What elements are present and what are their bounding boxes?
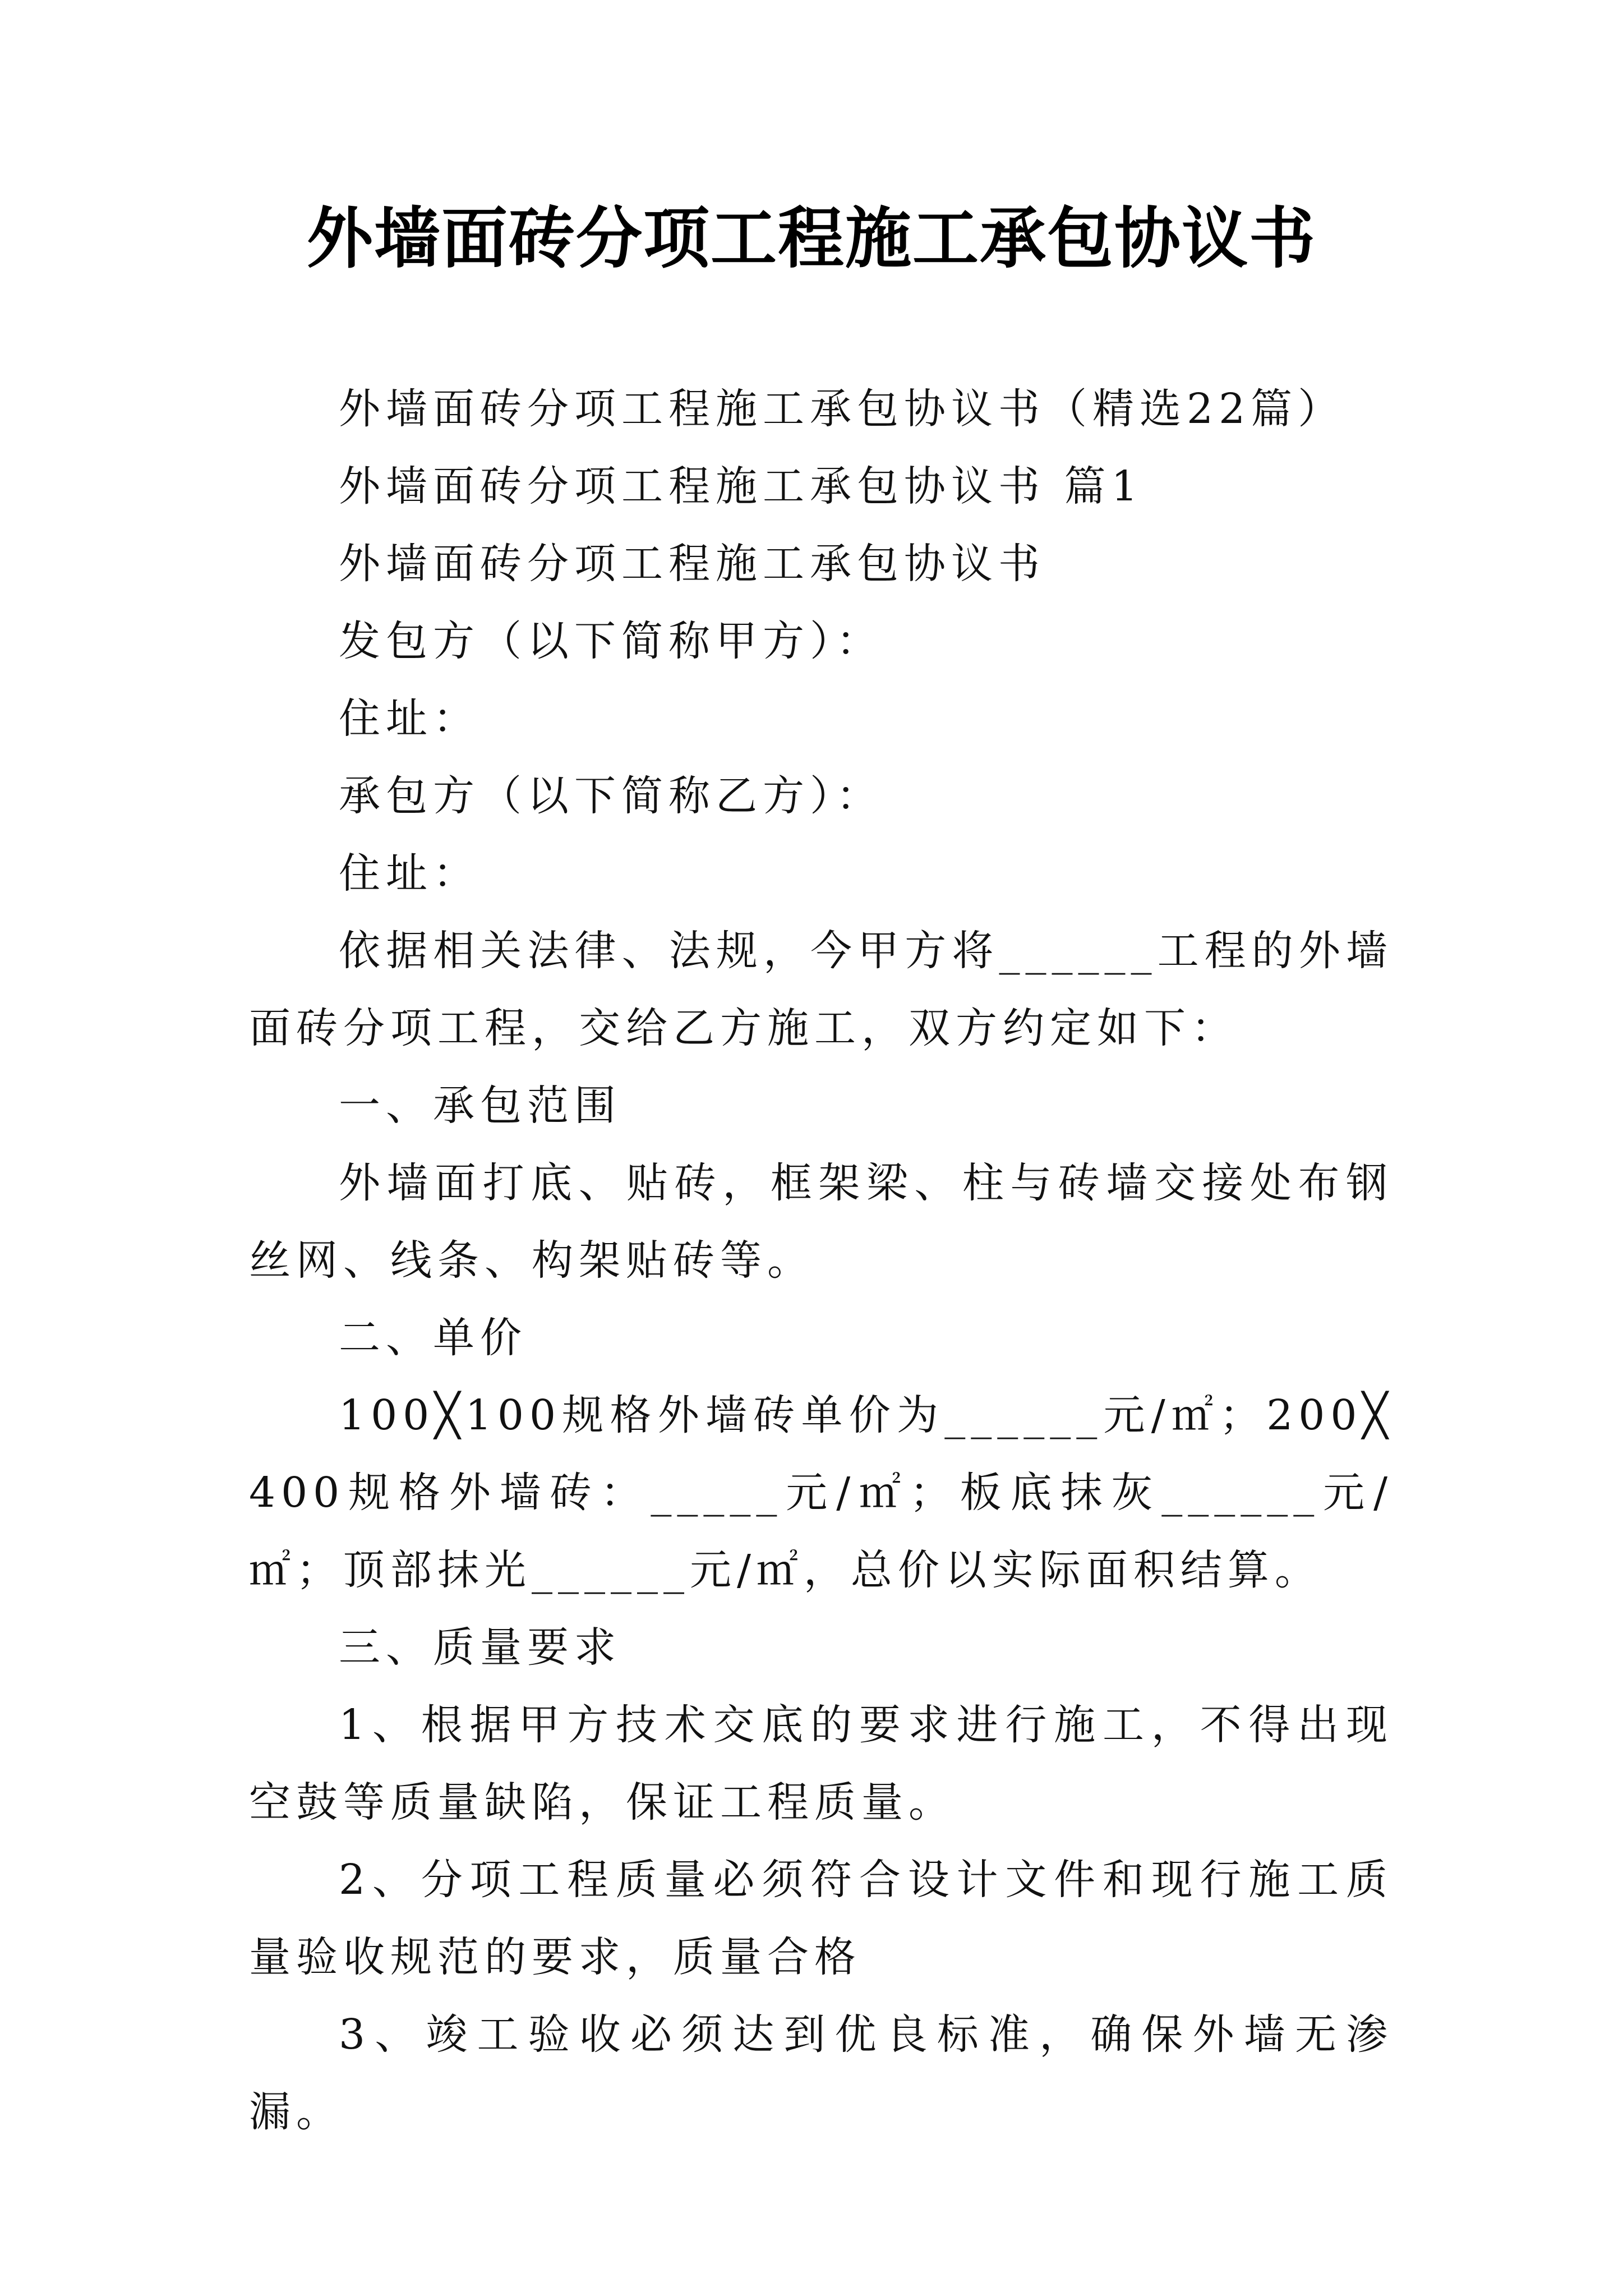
paragraph-party-b: 承包方（以下简称乙方）：	[339, 772, 883, 820]
paragraph-unit-price: 100╳100规格外墙砖单价为______元/㎡；200╳400规格外墙砖：_____元/㎡；板底抹灰______元/㎡；顶部抹光______元/㎡，总价以实际面积结算。	[249, 1391, 1393, 1594]
paragraph-quality-1: 1、根据甲方技术交底的要求进行施工，不得出现空鼓等质量缺陷，保证工程质量。	[249, 1701, 1393, 1826]
paragraph-quality-3: 3、竣工验收必须达到优良标准，确保外墙无渗漏。	[249, 2010, 1393, 2136]
paragraph-party-a-address: 住址：	[339, 694, 480, 743]
paragraph-party-a: 发包方（以下简称甲方）：	[339, 617, 883, 665]
paragraph-quality-2: 2、分项工程质量必须符合设计文件和现行施工质量验收规范的要求，质量合格	[249, 1856, 1393, 1981]
section-heading-scope: 一、承包范围	[339, 1082, 621, 1130]
paragraph-agreement-name: 外墙面砖分项工程施工承包协议书	[339, 540, 1045, 588]
section-heading-quality: 三、质量要求	[339, 1623, 621, 1672]
paragraph-preamble: 依据相关法律、法规，今甲方将______工程的外墙面砖分项工程，交给乙方施工，双方约定如下：	[249, 927, 1393, 1052]
paragraph-article-heading: 外墙面砖分项工程施工承包协议书 篇1	[339, 462, 1144, 510]
paragraph-collection-title: 外墙面砖分项工程施工承包协议书（精选22篇）	[339, 385, 1345, 433]
document-title: 外墙面砖分项工程施工承包协议书	[306, 199, 1316, 277]
section-heading-unit-price: 二、单价	[339, 1314, 527, 1362]
paragraph-scope: 外墙面打底、贴砖，框架梁、柱与砖墙交接处布钢丝网、线条、构架贴砖等。	[249, 1159, 1393, 1285]
paragraph-party-b-address: 住址：	[339, 849, 480, 898]
document-body	[249, 370, 1393, 2151]
